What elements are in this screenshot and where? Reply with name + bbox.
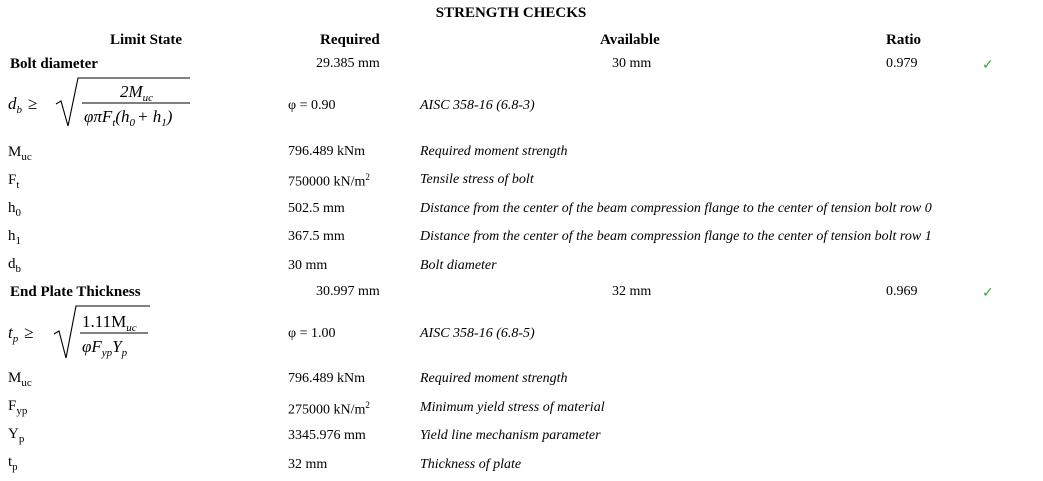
formula-numerator: 2M bbox=[120, 82, 143, 101]
check-ratio-bolt-diameter: 0.979 bbox=[886, 56, 918, 71]
var-description: Distance from the center of the beam compression flange to the center of tension bolt row 1 bbox=[420, 229, 932, 244]
check-name-end-plate-thickness: End Plate Thickness bbox=[10, 284, 141, 300]
phi-value-bolt: φ = 0.90 bbox=[288, 98, 336, 113]
formula-rel: ≥ bbox=[24, 323, 34, 342]
formula-denominator-tail: Y bbox=[112, 337, 122, 356]
var-symbol: $h_1$ bbox=[8, 228, 21, 247]
var-value: 32 mm bbox=[288, 457, 328, 472]
page-title: STRENGTH CHECKS bbox=[435, 5, 587, 21]
svg-text:φπFt(h0+ h1) bbox=[84, 107, 173, 129]
bolt-diameter-formula bbox=[8, 74, 198, 132]
end-plate-formula bbox=[8, 302, 158, 364]
header-available: Available bbox=[600, 32, 660, 48]
check-required-end-plate: 30.997 mm bbox=[316, 284, 380, 299]
phi-value-plate: φ = 1.00 bbox=[288, 326, 336, 341]
formula-denominator: φF bbox=[82, 337, 102, 356]
var-value: 275000 $kN/m^2$ bbox=[288, 400, 370, 418]
var-symbol: $d_b$ bbox=[8, 256, 21, 275]
var-description: Bolt diameter bbox=[420, 258, 497, 273]
formula-denominator: φπF bbox=[84, 107, 113, 126]
check-name-bolt-diameter: Bolt diameter bbox=[10, 56, 98, 72]
var-value: 796.489 kNm bbox=[288, 371, 365, 386]
formula-numerator-sub: uc bbox=[126, 322, 137, 334]
var-description: Tensile stress of bolt bbox=[420, 172, 534, 187]
var-symbol: $F_t$ bbox=[8, 172, 20, 191]
check-required-bolt-diameter: 29.385 mm bbox=[316, 56, 380, 71]
var-symbol: $M_{uc}$ bbox=[8, 370, 32, 389]
check-available-end-plate: 32 mm bbox=[612, 284, 652, 299]
var-value: 750000 $kN/m^2$ bbox=[288, 172, 370, 190]
svg-text:db≥ bbox=[8, 94, 37, 116]
svg-text:φFypYp bbox=[82, 337, 128, 359]
reference-bolt: AISC 358-16 (6.8-3) bbox=[420, 98, 535, 113]
formula-denominator-sub: t bbox=[112, 117, 116, 129]
svg-text:1.11Muc bbox=[82, 312, 137, 334]
var-description: Distance from the center of the beam compression flange to the center of tension bolt row 0 bbox=[420, 201, 932, 216]
check-ratio-end-plate: 0.969 bbox=[886, 284, 918, 299]
var-symbol: $F_{yp}$ bbox=[8, 398, 28, 417]
check-available-bolt-diameter: 30 mm bbox=[612, 56, 652, 71]
formula-denominator-tail: (h bbox=[115, 107, 130, 126]
var-symbol: $M_{uc}$ bbox=[8, 144, 32, 163]
formula-numerator: 1.11M bbox=[82, 312, 127, 331]
svg-text:2Muc bbox=[120, 82, 153, 104]
var-description: Yield line mechanism parameter bbox=[420, 428, 601, 443]
formula-y-sub: p bbox=[121, 347, 128, 359]
header-required: Required bbox=[320, 32, 380, 48]
var-description: Thickness of plate bbox=[420, 457, 522, 472]
var-value: 502.5 mm bbox=[288, 201, 345, 216]
svg-text:tp≥ bbox=[8, 323, 34, 345]
var-description: Required moment strength bbox=[420, 371, 568, 386]
formula-h0-sub: 0 bbox=[129, 117, 136, 129]
formula-close: ) bbox=[166, 107, 173, 126]
var-value: 796.489 kNm bbox=[288, 144, 365, 159]
var-symbol: $t_p$ bbox=[8, 454, 18, 473]
formula-rel: ≥ bbox=[28, 94, 38, 113]
formula-h1-sub: 1 bbox=[161, 117, 167, 129]
formula-numerator-sub: uc bbox=[142, 92, 154, 104]
check-status-icon: ✓ bbox=[982, 57, 994, 73]
var-description: Required moment strength bbox=[420, 144, 568, 159]
formula-denominator-sub: yp bbox=[101, 347, 113, 359]
reference-plate: AISC 358-16 (6.8-5) bbox=[420, 326, 535, 341]
formula-lhs: t bbox=[8, 323, 13, 342]
var-value: 3345.976 mm bbox=[288, 428, 366, 443]
formula-lhs-sub: b bbox=[16, 104, 22, 116]
var-symbol: $Y_p$ bbox=[8, 426, 25, 445]
var-description: Minimum yield stress of material bbox=[420, 400, 605, 415]
formula-lhs: d bbox=[8, 94, 17, 113]
formula-lhs-sub: p bbox=[12, 333, 19, 345]
check-status-icon: ✓ bbox=[982, 285, 994, 301]
header-limit-state: Limit State bbox=[110, 32, 183, 48]
var-value: 30 mm bbox=[288, 258, 328, 273]
var-symbol: $h_0$ bbox=[8, 200, 21, 219]
formula-plus: + h bbox=[137, 107, 162, 126]
header-ratio: Ratio bbox=[886, 32, 921, 48]
var-value: 367.5 mm bbox=[288, 229, 345, 244]
